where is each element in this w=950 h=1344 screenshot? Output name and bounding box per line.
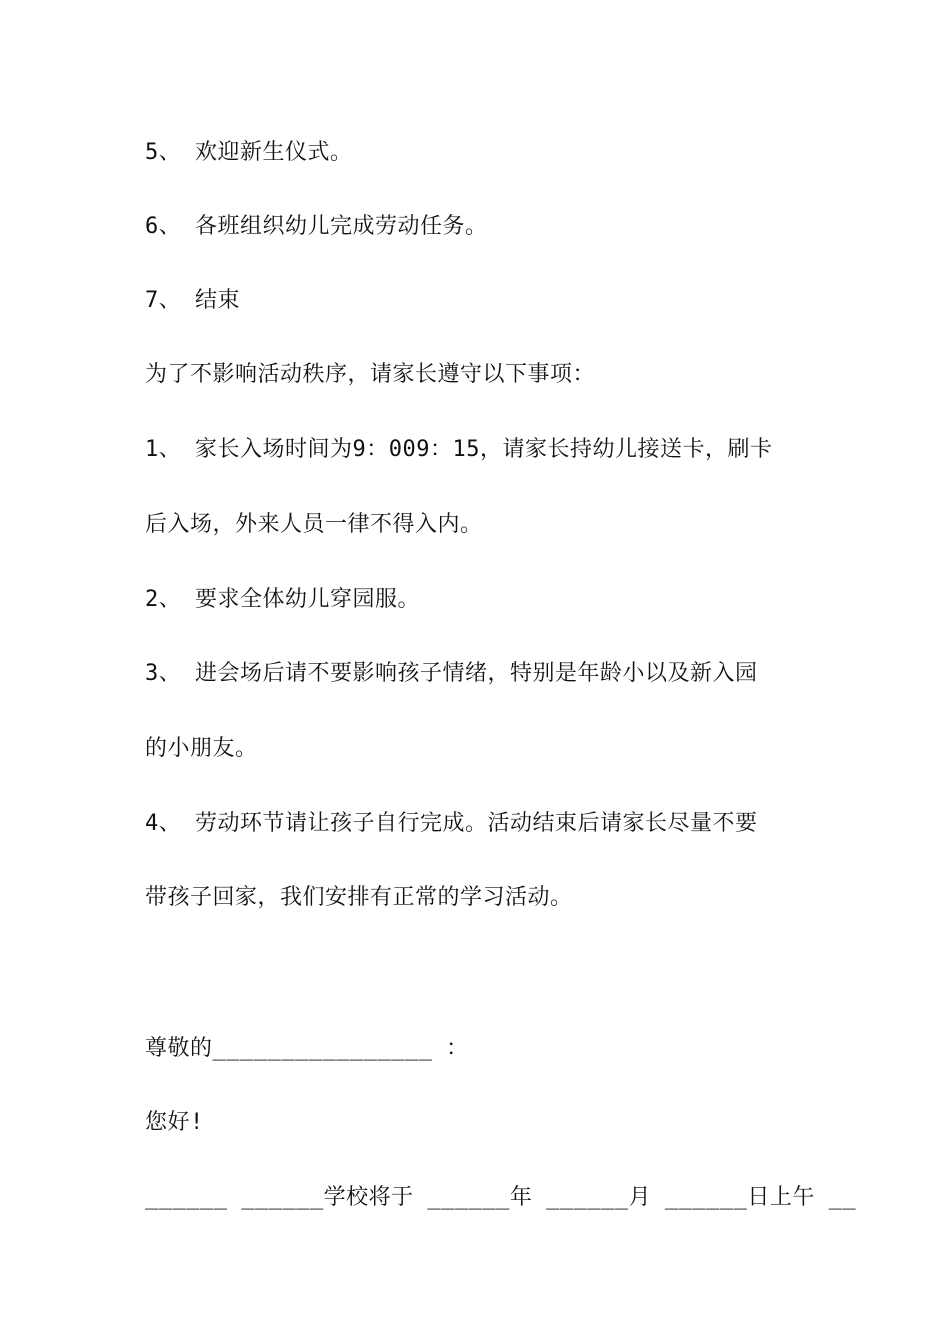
- item-number: 2、: [145, 587, 182, 612]
- item-number: 3、: [145, 661, 182, 686]
- item-text: 欢迎新生仪式。: [195, 140, 353, 165]
- item-text: 结束: [195, 288, 241, 313]
- letter-salutation: 尊敬的________________ ：: [145, 1036, 469, 1061]
- item-text: 劳动环节请让孩子自行完成。活动结束后请家长尽量不要: [195, 811, 758, 836]
- item-number: 4、: [145, 811, 182, 836]
- list-item-6: [145, 212, 815, 242]
- item-text: 要求全体幼儿穿园服。: [195, 587, 421, 612]
- rule-item-2: [145, 585, 815, 615]
- rule-item-3: [145, 659, 815, 689]
- item-number: 7、: [145, 288, 182, 313]
- notice-heading: 为了不影响活动秩序，请家长遵守以下事项：: [145, 362, 596, 387]
- item-text: 各班组织幼儿完成劳动任务。: [195, 214, 488, 239]
- item-number: 1、: [145, 437, 182, 462]
- rule-item-4: [145, 809, 815, 839]
- letter-body-line: ______ ______学校将于 ______年 ______月 ______日上午 __: [145, 1185, 857, 1210]
- rule-item-4-continued: 带孩子回家，我们安排有正常的学习活动。: [145, 885, 573, 910]
- item-number: 6、: [145, 214, 182, 239]
- rule-item-1: [145, 435, 815, 465]
- letter-greeting: 您好!: [145, 1110, 204, 1135]
- item-text: 家长入场时间为9：009：15，请家长持幼儿接送卡，刷卡: [195, 437, 773, 462]
- item-number: 5、: [145, 140, 182, 165]
- item-text: 进会场后请不要影响孩子情绪，特别是年龄小以及新入园: [195, 661, 758, 686]
- rule-item-3-continued: 的小朋友。: [145, 736, 258, 761]
- list-item-7: [145, 286, 815, 316]
- rule-item-1-continued: 后入场，外来人员一律不得入内。: [145, 512, 483, 537]
- list-item-5: [145, 138, 815, 168]
